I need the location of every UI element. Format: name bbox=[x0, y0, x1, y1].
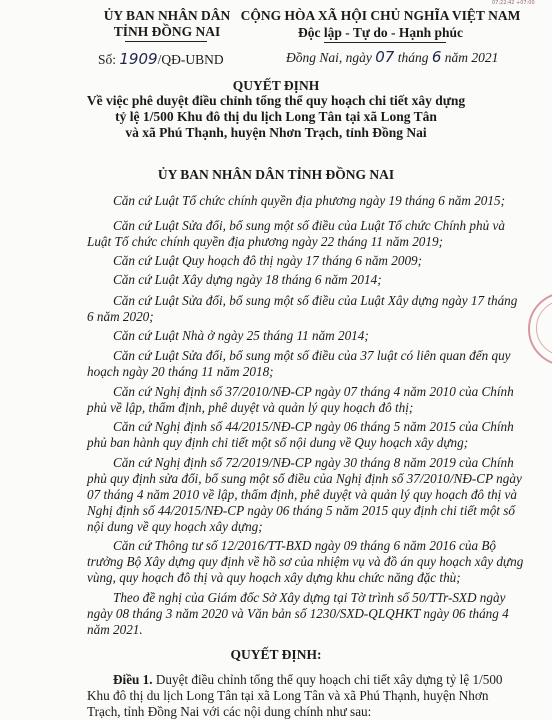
basis-line: Căn cứ Luật Nhà ở ngày 25 tháng 11 năm 2014; bbox=[113, 328, 369, 343]
national-title: CỘNG HÒA XÃ HỘI CHỦ NGHĨA VIỆT NAM bbox=[240, 8, 521, 23]
issuer-block bbox=[92, 8, 242, 40]
basis-line: Căn cứ Luật Tổ chức chính quyền địa phương ngày 19 tháng 6 năm 2015; bbox=[113, 193, 505, 208]
basis-line: trưởng Bộ Xây dựng quy định về hồ sơ của nhiệm vụ và đồ án quy hoạch xây dựng bbox=[87, 554, 524, 569]
basis-line: phủ về lập, thẩm định, phê duyệt và quản lý quy hoạch đô thị; bbox=[87, 400, 414, 415]
doc-number-suffix: /QĐ-UBND bbox=[157, 52, 224, 67]
basis-line: phủ ban hành quy định chi tiết một số nội dung về Quy hoạch xây dựng; bbox=[87, 435, 469, 450]
national-motto: Độc lập - Tự do - Hạnh phúc bbox=[297, 25, 464, 40]
issuer-line-1: ỦY BAN NHÂN DÂN bbox=[103, 8, 231, 23]
basis-line: ngày 08 tháng 3 năm 2020 và Văn bản số 1230/SXD-QLQHKT ngày 06 tháng 4 bbox=[87, 606, 509, 621]
article-1-line-2: Khu đô thị du lịch Long Tân tại xã Long Tân và xã Phú Thạnh, huyện Nhơn bbox=[87, 688, 489, 703]
title-line-3: và xã Phú Thạnh, huyện Nhơn Trạch, tỉnh Đồng Nai bbox=[125, 125, 427, 140]
article-1-text: Duyệt điều chỉnh tổng thể quy hoạch chi tiết xây dựng tỷ lệ 1/500 bbox=[155, 672, 503, 687]
date-prefix: Đồng Nai, ngày bbox=[286, 50, 372, 65]
basis-line: hoạch ngày 20 tháng 11 năm 2018; bbox=[87, 364, 274, 379]
authority-heading: ỦY BAN NHÂN DÂN TỈNH ĐỒNG NAI bbox=[157, 167, 395, 182]
issuer-line-2: TỈNH ĐỒNG NAI bbox=[113, 24, 221, 39]
title-line-1: Về việc phê duyệt điều chỉnh tổng thể quy hoạch chi tiết xây dựng bbox=[86, 93, 466, 108]
decision-heading: QUYẾT ĐỊNH bbox=[232, 78, 320, 93]
title-line-2: tỷ lệ 1/500 Khu đô thị du lịch Long Tân tại xã Long Tân bbox=[115, 109, 437, 124]
digital-signature-stamp: 07:22:42 +07:00 bbox=[492, 0, 535, 6]
basis-line: năm 2021. bbox=[87, 622, 143, 637]
motto-underline bbox=[324, 42, 446, 43]
basis-line: Căn cứ Nghị định số 72/2019/NĐ-CP ngày 30 tháng 8 năm 2019 của Chính bbox=[113, 455, 514, 470]
basis-line: vùng, quy hoạch đô thị và quy hoạch xây dựng khu chức năng đặc thù; bbox=[87, 570, 461, 585]
basis-line: nội dung về quy hoạch xây dựng; bbox=[87, 519, 263, 534]
article-1-label: Điều 1. bbox=[113, 672, 153, 687]
basis-line: Căn cứ Luật Sửa đổi, bổ sung một số điều của Luật Xây dựng ngày 17 tháng bbox=[113, 293, 518, 308]
doc-number-handwritten: 1909 bbox=[119, 50, 158, 68]
basis-line: 6 năm 2020; bbox=[87, 309, 154, 324]
date-day: 07 bbox=[375, 48, 395, 66]
article-1-line-1 bbox=[113, 672, 503, 688]
article-1-line-3: Trạch, tỉnh Đồng Nai với các nội dung chính như sau: bbox=[87, 704, 372, 719]
basis-line: Căn cứ Luật Sửa đổi, bổ sung một số điều của 37 luật có liên quan đến quy bbox=[113, 348, 511, 363]
national-motto-block bbox=[238, 7, 523, 41]
date-year: năm 2021 bbox=[444, 50, 499, 65]
basis-line: Căn cứ Luật Quy hoạch đô thị ngày 17 tháng 6 năm 2009; bbox=[113, 253, 423, 268]
basis-line: Luật Tổ chức chính quyền địa phương ngày 22 tháng 11 năm 2019; bbox=[87, 234, 443, 249]
date-month: 6 bbox=[431, 48, 442, 66]
issuer-underline bbox=[125, 41, 207, 42]
document-number bbox=[98, 50, 224, 68]
doc-number-prefix: Số: bbox=[98, 52, 117, 67]
document-date bbox=[286, 48, 498, 66]
basis-line: phủ quy định sửa đổi, bổ sung một số điều của Nghị định số 37/2010/NĐ-CP ngày bbox=[87, 471, 522, 486]
basis-line: Căn cứ Thông tư số 12/2016/TT-BXD ngày 09 tháng 6 năm 2016 của Bộ bbox=[113, 538, 497, 553]
basis-line: Theo đề nghị của Giám đốc Sở Xây dựng tại Tờ trình số 50/TTr-SXD ngày bbox=[113, 590, 506, 605]
basis-line: Căn cứ Nghị định số 37/2010/NĐ-CP ngày 07 tháng 4 năm 2010 của Chính bbox=[113, 384, 514, 399]
basis-line: Căn cứ Nghị định số 44/2015/NĐ-CP ngày 06 tháng 5 năm 2015 của Chính bbox=[113, 419, 514, 434]
decision-section-heading: QUYẾT ĐỊNH: bbox=[230, 647, 322, 662]
date-month-label: tháng bbox=[397, 50, 429, 65]
basis-line: 07 tháng 4 năm 2010 về lập, thẩm định, phê duyệt và quản lý quy hoạch đô thị và bbox=[87, 487, 517, 502]
basis-line: Căn cứ Luật Sửa đổi, bổ sung một số điều của Luật Tổ chức Chính phủ và bbox=[113, 218, 505, 233]
basis-line: Nghị định số 44/2015/NĐ-CP ngày 06 tháng 5 năm 2015 quy định chi tiết một số bbox=[87, 503, 515, 518]
basis-line: Căn cứ Luật Xây dựng ngày 18 tháng 6 năm 2014; bbox=[113, 272, 382, 287]
